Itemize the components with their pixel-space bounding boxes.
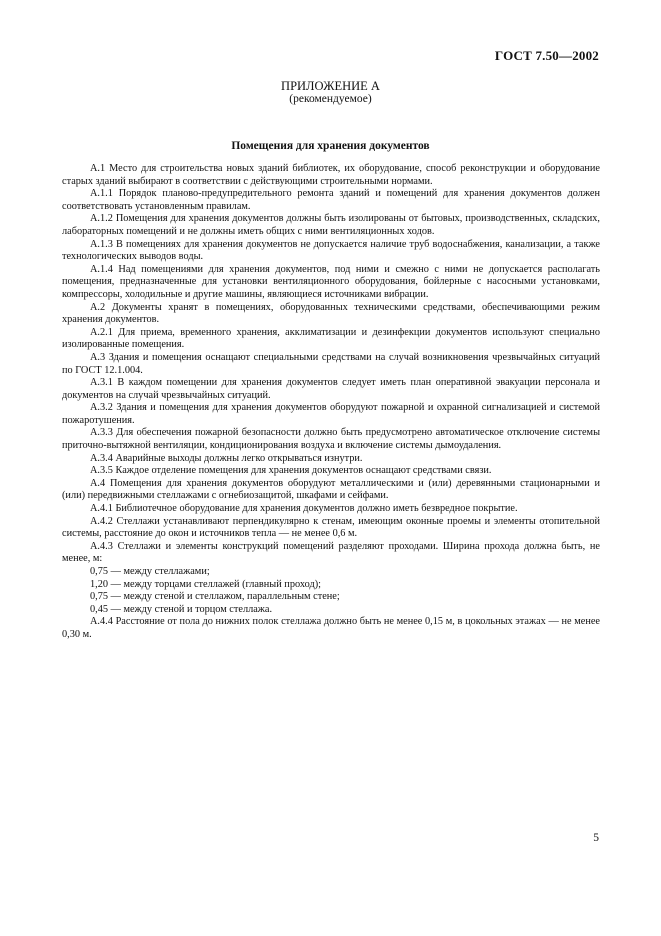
paragraph: А.1 Место для строительства новых зданий библиотек, их оборудование, способ реконструкции и оборудование старых зданий выбирают в соответствии с действующими строительными нормами. [62, 163, 600, 187]
list-item: 0,45 — между стеной и торцом стеллажа. [90, 603, 273, 615]
list-item: 0,75 — между стеллажами; [90, 566, 210, 577]
paragraph: А.1.1 Порядок планово-предупредительного ремонта зданий и помещений для хранения документов должен соответствовать установленным правилам. [62, 188, 600, 212]
paragraph: А.1.2 Помещения для хранения документов должны быть изолированы от бытовых, производственных, складских, лабораторных помещений и не должны иметь общих с ними вентиляционных ходов. [62, 213, 600, 237]
paragraph: А.3.1 В каждом помещении для хранения документов следует иметь план оперативной эвакуации персонала и документов на случай чрезвычайных ситуаций. [62, 377, 600, 401]
paragraph: А.4.1 Библиотечное оборудование для хранения документов должно иметь безвредное покрытие. [90, 503, 518, 515]
paragraph: А.1.4 Над помещениями для хранения документов, под ними и смежно с ними не допускается располагать помещения, предназначенные для установки вентиляционного оборудования, бойлерные с насосными установками, компрессоры, холодильные и другие машины, являющиеся источниками вибрации. [62, 263, 600, 300]
document-code: ГОСТ 7.50—2002 [494, 48, 599, 63]
paragraph: А.2.1 Для приема, временного хранения, акклиматизации и дезинфекции документов используют специально изолированные помещения. [62, 326, 600, 351]
body-text [62, 163, 600, 642]
final-paragraph: А.4.4 Расстояние от пола до нижних полок стеллажа должно быть не менее 0,15 м, в цокольных этажах — не менее 0,30 м. [62, 616, 600, 640]
paragraph: А.4 Помещения для хранения документов оборудуют металлическими и (или) деревянными стационарными и (или) передвижными стеллажами с огнебиозащитой, шкафами и сейфами. [62, 477, 600, 502]
paragraph: А.3 Здания и помещения оснащают специальными средствами на случай возникновения чрезвычайных ситуаций по ГОСТ 12.1.004. [62, 351, 600, 376]
paragraph: А.3.5 Каждое отделение помещения для хранения документов оснащают средствами связи. [90, 465, 492, 477]
paragraph: А.3.2 Здания и помещения для хранения документов оборудуют пожарной и охранной сигнализацией и системой пожаротушения. [62, 402, 600, 426]
appendix-title: ПРИЛОЖЕНИЕ А [281, 79, 380, 93]
list-item: 1,20 — между торцами стеллажей (главный проход); [90, 578, 321, 590]
paragraph: А.2 Документы хранят в помещениях, оборудованных техническими средствами, обеспечивающими режим хранения документов. [62, 301, 600, 326]
section-heading: Помещения для хранения документов [231, 140, 430, 152]
page-number: 5 [593, 832, 599, 844]
paragraph: А.4.2 Стеллажи устанавливают перпендикулярно к стенам, имеющим оконные проемы и элементы отопительной системы, расстояние до окон и источников тепла — не менее 0,6 м. [62, 515, 600, 540]
list-item: 0,75 — между стеной и стеллажом, параллельным стене; [90, 591, 340, 603]
appendix-subtitle: (рекомендуемое) [289, 93, 372, 105]
paragraph: А.3.3 Для обеспечения пожарной безопасности должно быть предусмотрено автоматическое отключение системы приточно-вытяжной вентиляции, кондиционирования воздуха и включение системы дымоудаления. [62, 427, 600, 452]
paragraph: А.4.3 Стеллажи и элементы конструкций помещений разделяют проходами. Ширина прохода должна быть, не менее, м: [62, 540, 600, 565]
paragraph: А.1.3 В помещениях для хранения документов не допускается наличие труб водоснабжения, канализации, а также технологических выводов воды. [62, 238, 600, 263]
paragraph: А.3.4 Аварийные выходы должны легко открываться изнутри. [90, 452, 363, 464]
